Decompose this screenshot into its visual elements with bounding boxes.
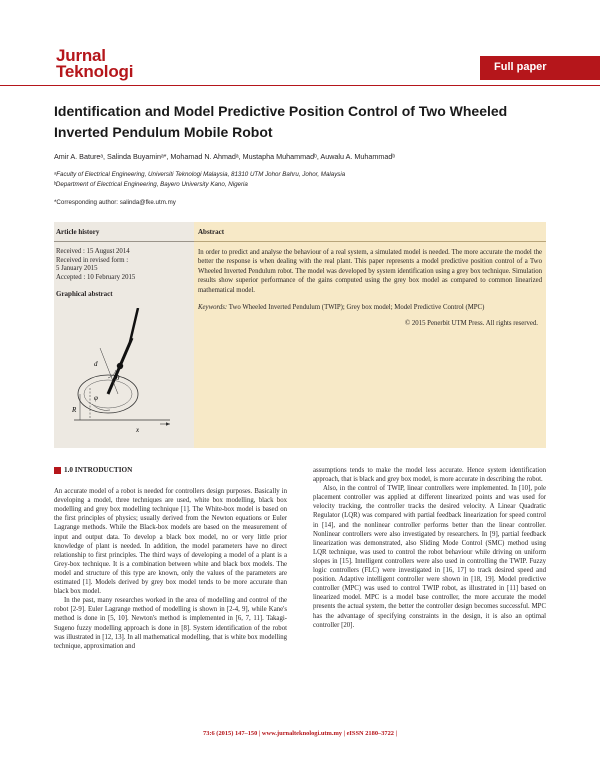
d-length-line <box>100 348 118 394</box>
label-theta: θ <box>116 374 120 382</box>
abstract-heading: Abstract <box>198 228 225 236</box>
history-line: 5 January 2015 <box>56 265 98 273</box>
author-list: Amir A. Batureᵃ, Salinda Buyaminᵃ*, Mohamad N. Ahmadᵃ, Mustapha Muhammadᵇ, Auwalu A. Muhammadᵇ <box>54 152 396 161</box>
label-d: d <box>94 360 98 368</box>
paragraph: An accurate model of a robot is needed for controllers design purposes. Basically in developing a model, three techniques are used, white box modelling, black box modelling and grey box modelling technique [1]. The White-box model is based on the first principles of physics; usually derived from the Newton equations or Euler Lagrange methods. While the Black-box models are based on the measurement of input and output data. To develop a black box model, no or very little prior knowledge of plant is needed. In addition, the model parameters have no direct relationship to first principles. The third ways of developing a model of a plant is a Grey-box technique. It is a combination between white and black box models. The model and structure of this type are known, only the values of the parameters are estimated [1]. Models derived by grey box model tends to be more accurate than black box model. <box>54 488 287 596</box>
journal-logo-line2: Teknologi <box>56 62 134 81</box>
paragraph: In the past, many researches worked in the area of modelling and control of the robot [2-9]. Euler Lagrange method of modelling is shown in [2-4, 9], while Kane's method is done in [5, 10]. Newton's method is implemented in [6, 7, 11]. Takagi-Sugeno fuzzy modelling approach is done in [8]. System identification of the robot was illustrated in [12, 13]. In all mathematical modelling, that is white box modelling technique, approximation and <box>54 597 287 650</box>
keywords-text: Two Wheeled Inverted Pendulum (TWIP); Grey box model; Model Predictive Control (MPC) <box>228 304 485 312</box>
paper-title: Identification and Model Predictive Position Control of Two Wheeled Inverted Pendulum Mobile Robot <box>54 103 508 140</box>
section-heading <box>54 466 287 475</box>
left-column <box>54 466 287 651</box>
label-r: R <box>72 406 77 414</box>
section-title: INTRODUCTION <box>74 466 133 474</box>
center-of-mass <box>117 363 123 369</box>
section-number: 1.0 <box>64 466 73 474</box>
info-divider <box>54 241 194 242</box>
label-x: x <box>136 426 140 434</box>
article-history-heading: Article history <box>56 228 100 236</box>
x-arrow-head <box>166 422 170 426</box>
abstract-text: In order to predict and analyse the behaviour of a real system, a simulated model is needed. The more accurate the model the better the response is when dealing with the real plant. This paper represents a model predictive position control of a Two Wheeled Inverted Pendulum robot. The model was developed by system identification using a grey box technique. Simulation results show superior performance of the gains computed using the grey box model as compared to common linearized mathematical model. <box>198 249 542 294</box>
history-line: Received : 15 August 2014 <box>56 248 130 255</box>
article-info-panel <box>54 222 194 448</box>
abstract-panel <box>194 222 546 448</box>
abstract-divider <box>194 241 546 242</box>
corresponding-author: *Corresponding author: salinda@fke.utm.my <box>54 199 176 206</box>
paragraph: Also, in the control of TWIP, linear controllers were implemented. In [10], pole placement controller was applied at different linearized points and was used for velocity tracking, the controller tracks the desired velocity. A Linear Quadratic Regulator (LQR) was compared with partial feedback linearization for speed control in [14], and the nonlinear controller performs better than the linear controller. Nonlinear controllers were also investigated by researchers. In [9], partial feedback linearization was demonstrated, also Sliding Mode Control (SMC) method using LQR technique, was used to control the robot behaviour while driving on uniform slopes in [15]. Intelligent controllers were also used in controlling the TWIP. Fuzzy logic controllers (FLC) were investigated in [16, 17] to track desired speed and position. Adaptive intelligent controller were shown in [18, 19]. Model predictive controller (MPC) was used to control TWIP robot, as illustrated in [11] based on linearized model. MPC is a model base controller, the more accurate the model presents the actual system, the better the controller design becomes successful. MPC has the advantage of specifying constraints in the design, it is also an optimal controller [20]. <box>313 485 546 629</box>
affiliation-a: ᵃFaculty of Electrical Engineering, Universiti Teknologi Malaysia, 81310 UTM Johor Bahru, Johor, Malaysia <box>54 171 346 178</box>
section-marker-icon <box>54 467 61 474</box>
copyright: © 2015 Penerbit UTM Press. All rights reserved. <box>405 320 538 328</box>
journal-logo <box>56 48 133 80</box>
keywords-label: Keywords: <box>198 304 228 312</box>
graphical-abstract-heading: Graphical abstract <box>56 290 113 299</box>
history-line: Accepted : 10 February 2015 <box>56 273 136 281</box>
full-paper-badge: Full paper <box>480 56 600 80</box>
twip-diagram <box>70 308 182 440</box>
header-rule <box>0 85 600 86</box>
history-line: Received in revised form : <box>56 256 129 264</box>
keywords <box>198 303 542 312</box>
right-column <box>313 466 546 630</box>
journal-logo-line1: Jurnal <box>56 46 106 65</box>
label-phi: φ <box>94 394 98 402</box>
paragraph: assumptions tends to make the model less accurate. Hence system identification approach, that is black and grey box model, is more accurate in describing the robot. <box>313 467 546 484</box>
pendulum-top <box>130 308 138 342</box>
page-footer: 73:6 (2015) 147–150 | www.jurnalteknologi.utm.my | eISSN 2180–3722 | <box>203 730 397 737</box>
affiliation-b: ᵇDepartment of Electrical Engineering, Bayero University Kano, Nigeria <box>54 181 248 188</box>
